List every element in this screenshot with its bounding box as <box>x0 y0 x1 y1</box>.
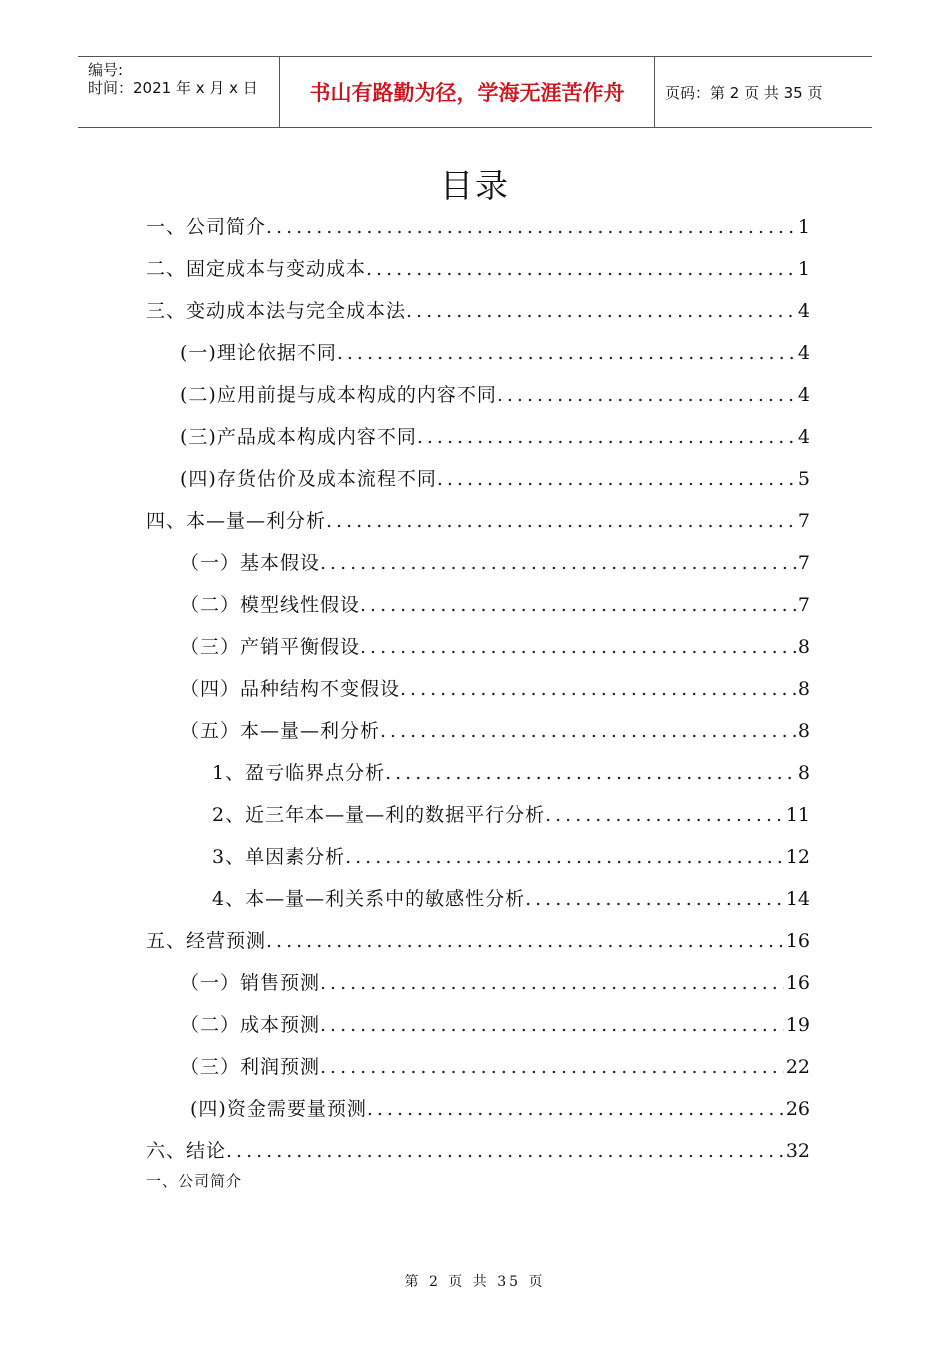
toc-entry[interactable] <box>180 1013 810 1037</box>
toc-entry-page: 12 <box>785 846 810 868</box>
toc-entry-label: 三、变动成本法与完全成本法 <box>146 300 407 322</box>
toc-entry-label: 1、盈亏临界点分析 <box>212 762 386 784</box>
toc-entry-page: 8 <box>797 636 810 658</box>
toc-entry[interactable] <box>146 1139 810 1163</box>
section-heading: 一、公司简介 <box>146 1172 243 1190</box>
toc-leader-dots <box>380 719 796 743</box>
toc-leader-dots <box>497 383 796 407</box>
toc-leader-dots <box>366 257 796 281</box>
toc-entry-label: （一）销售预测 <box>180 972 321 994</box>
toc-entry-label: 二、固定成本与变动成本 <box>146 258 367 280</box>
toc-entry-page: 32 <box>785 1140 810 1162</box>
toc-entry-label: 五、经营预测 <box>146 930 267 952</box>
toc-leader-dots <box>545 803 784 827</box>
toc-leader-dots <box>320 551 796 575</box>
toc-leader-dots <box>400 677 796 701</box>
toc-entry-label: 一、公司简介 <box>146 216 267 238</box>
toc-entry-label: (四)资金需要量预测 <box>190 1098 367 1120</box>
toc-entry-page: 1 <box>797 216 810 238</box>
toc-leader-dots <box>320 1013 784 1037</box>
toc-entry[interactable] <box>146 299 810 323</box>
toc-leader-dots <box>320 1055 784 1079</box>
toc-entry[interactable] <box>190 1097 810 1121</box>
toc-entry-page: 7 <box>797 594 810 616</box>
toc-entry-label: （一）基本假设 <box>180 552 321 574</box>
toc-entry[interactable] <box>180 383 810 407</box>
toc-entry-label: （四）品种结构不变假设 <box>180 678 401 700</box>
toc-entry-page: 5 <box>797 468 810 490</box>
toc-entry[interactable] <box>180 425 810 449</box>
toc-entry-label: （三）产销平衡假设 <box>180 636 361 658</box>
toc-leader-dots <box>266 929 784 953</box>
toc-entry-page: 1 <box>797 258 810 280</box>
toc-entry[interactable] <box>180 1055 810 1079</box>
toc-leader-dots <box>326 509 796 533</box>
toc-entry-label: 2、近三年本—量—利的数据平行分析 <box>212 804 546 826</box>
toc-entry-page: 4 <box>797 384 810 406</box>
toc-entry-page: 4 <box>797 426 810 448</box>
toc-entry-page: 16 <box>785 930 810 952</box>
toc-entry[interactable] <box>180 719 810 743</box>
toc-leader-dots <box>406 299 796 323</box>
toc-leader-dots <box>360 593 796 617</box>
toc-leader-dots <box>226 1139 784 1163</box>
toc-entry-page: 7 <box>797 552 810 574</box>
header-meta-cell <box>78 57 280 127</box>
toc-leader-dots <box>360 635 796 659</box>
toc-entry-label: （二）模型线性假设 <box>180 594 361 616</box>
page-header <box>78 56 872 128</box>
toc-entry[interactable] <box>146 215 810 239</box>
toc-entry-page: 4 <box>797 300 810 322</box>
toc-entry[interactable] <box>212 845 810 869</box>
header-number-label: 编号: <box>88 61 124 79</box>
toc-entry-page: 22 <box>785 1056 810 1078</box>
toc-leader-dots <box>367 1097 784 1121</box>
header-motto: 书山有路勤为径，学海无涯苦作舟 <box>280 57 655 127</box>
toc-entry[interactable] <box>180 677 810 701</box>
toc-entry-page: 7 <box>797 510 810 532</box>
toc-entry-label: （三）利润预测 <box>180 1056 321 1078</box>
page-footer: 第 2 页 共 35 页 <box>404 1274 546 1290</box>
toc-entry-page: 8 <box>797 720 810 742</box>
toc-entry-label: 4、本—量—利关系中的敏感性分析 <box>212 888 526 910</box>
toc-entry[interactable] <box>180 971 810 995</box>
toc-leader-dots <box>345 845 784 869</box>
toc-entry[interactable] <box>212 887 810 911</box>
toc-entry[interactable] <box>180 593 810 617</box>
toc-entry[interactable] <box>146 509 810 533</box>
toc-entry[interactable] <box>180 551 810 575</box>
toc-entry[interactable] <box>212 761 810 785</box>
toc-entry-page: 8 <box>797 678 810 700</box>
toc-entry[interactable] <box>180 635 810 659</box>
toc-entry-label: (四)存货估价及成本流程不同 <box>180 468 437 490</box>
toc-leader-dots <box>437 467 796 491</box>
toc-entry-label: 六、结论 <box>146 1140 227 1162</box>
header-time-label: 时间：2021 年 x 月 x 日 <box>88 79 258 97</box>
toc-entry-label: 3、单因素分析 <box>212 846 346 868</box>
toc-entry[interactable] <box>146 929 810 953</box>
toc-entry-label: (二)应用前提与成本构成的内容不同 <box>180 384 497 406</box>
toc-leader-dots <box>266 215 796 239</box>
toc-entry-label: (一)理论依据不同 <box>180 342 337 364</box>
toc-entry-label: (三)产品成本构成内容不同 <box>180 426 417 448</box>
toc-entry-page: 11 <box>785 804 810 826</box>
toc-entry-label: （二）成本预测 <box>180 1014 321 1036</box>
toc-leader-dots <box>385 761 796 785</box>
toc-entry-label: （五）本—量—利分析 <box>180 720 381 742</box>
toc-title: 目录 <box>440 166 510 205</box>
toc-leader-dots <box>337 341 796 365</box>
toc-entry-page: 8 <box>797 762 810 784</box>
toc-leader-dots <box>417 425 796 449</box>
toc-entry-page: 14 <box>785 888 810 910</box>
toc-entry[interactable] <box>146 257 810 281</box>
toc-entry-page: 4 <box>797 342 810 364</box>
toc-entry[interactable] <box>212 803 810 827</box>
header-page-label: 页码：第 2 页 共 35 页 <box>665 83 823 102</box>
toc-leader-dots <box>320 971 784 995</box>
toc-entry-page: 19 <box>785 1014 810 1036</box>
toc-entry[interactable] <box>180 467 810 491</box>
toc-leader-dots <box>525 887 784 911</box>
toc-entry-page: 26 <box>785 1098 810 1120</box>
toc-entry-page: 16 <box>785 972 810 994</box>
toc-entry[interactable] <box>180 341 810 365</box>
toc-entry-label: 四、本—量—利分析 <box>146 510 327 532</box>
